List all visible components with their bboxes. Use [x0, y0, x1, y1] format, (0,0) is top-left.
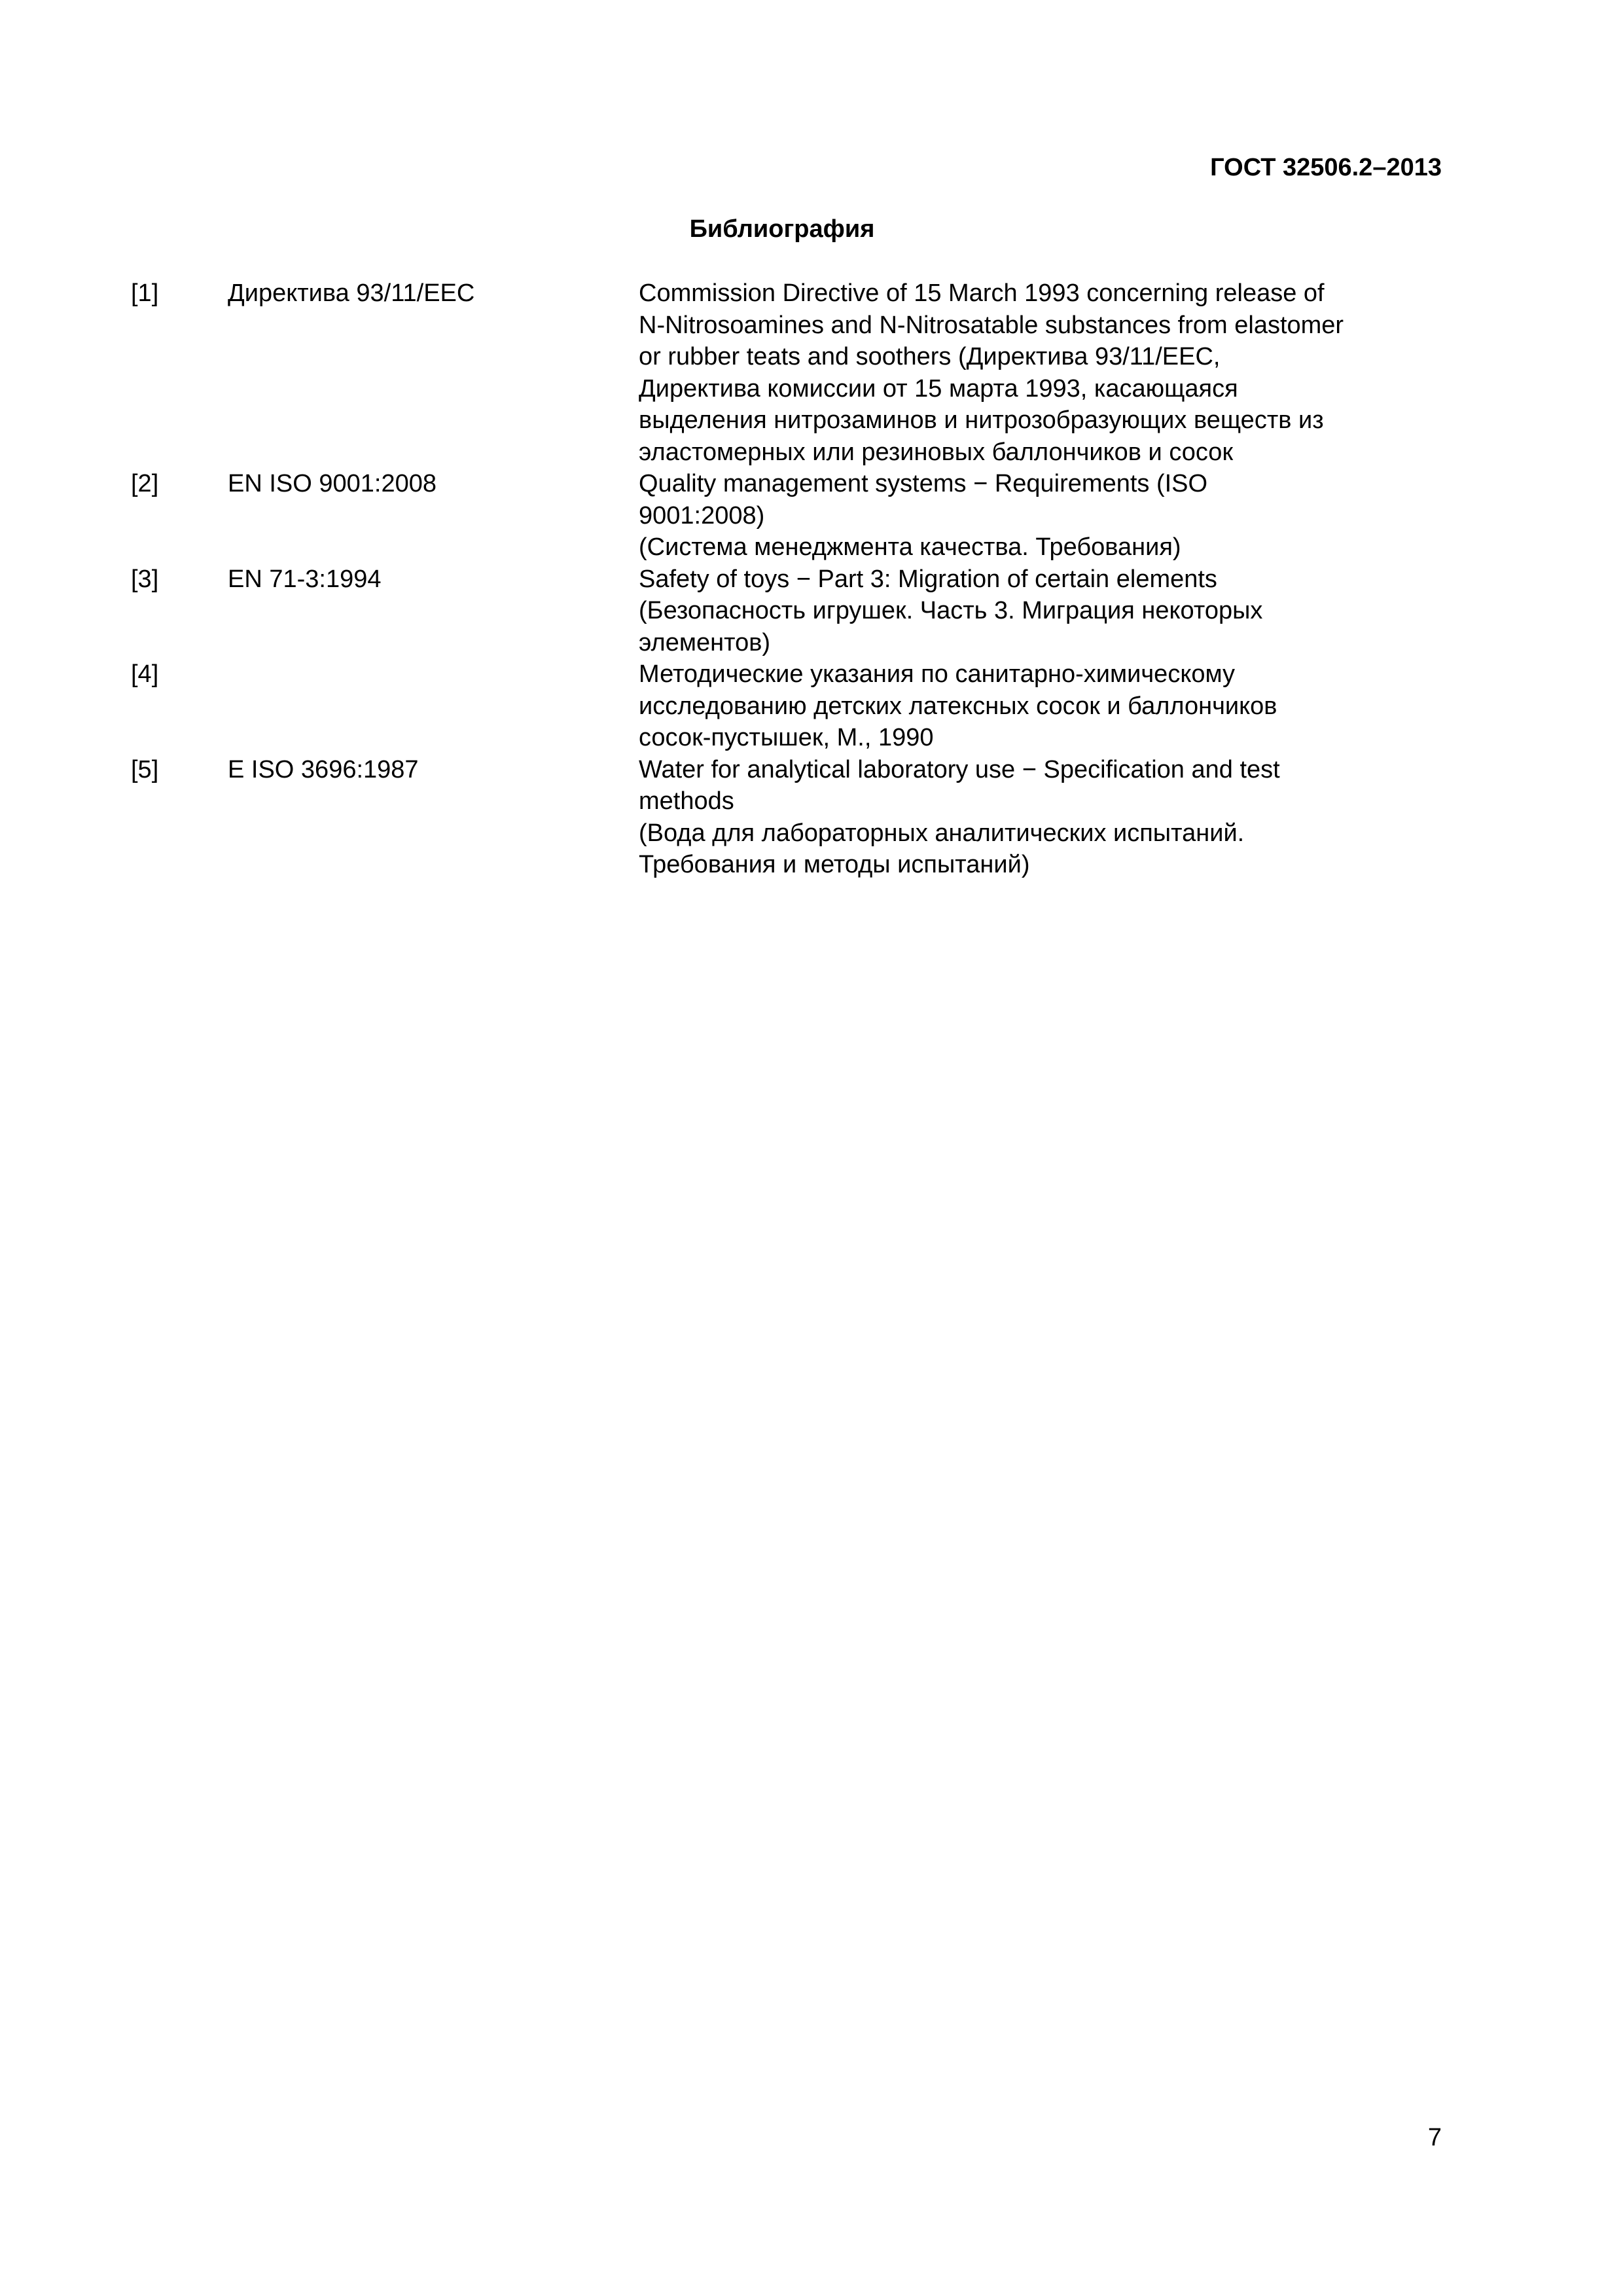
entry-number: [4] — [131, 660, 159, 688]
description-line: Методические указания по санитарно-химическому — [639, 660, 1236, 688]
bibliography-entry — [131, 658, 1440, 754]
description-line: (Вода для лабораторных аналитических испытаний. — [639, 819, 1245, 847]
entry-code: E ISO 3696:1987 — [228, 755, 419, 783]
bibliography-entry — [131, 278, 1440, 468]
entry-number: [2] — [131, 470, 159, 497]
description-line: Требования и методы испытаний) — [639, 851, 1030, 878]
bibliography-entry — [131, 754, 1440, 881]
entry-description — [639, 468, 1440, 564]
document-standard-number: ГОСТ 32506.2–2013 — [1210, 154, 1442, 181]
entry-code: EN ISO 9001:2008 — [228, 470, 437, 497]
description-line: Quality management systems − Requirements (ISO — [639, 470, 1208, 497]
description-line: Commission Directive of 15 March 1993 concerning release of — [639, 279, 1325, 307]
description-line: выделения нитрозаминов и нитрозобразующих веществ из — [639, 406, 1324, 434]
bibliography-entry — [131, 468, 1440, 564]
page-title: Библиография — [689, 215, 875, 243]
bibliography-list — [131, 278, 1440, 881]
description-line: Директива комиссии от 15 марта 1993, касающаяся — [639, 374, 1238, 403]
entry-description — [639, 658, 1440, 754]
entry-number: [5] — [131, 755, 159, 783]
description-line: or rubber teats and soothers (Директива 93/11/ЕЕС, — [639, 343, 1221, 370]
entry-number: [1] — [131, 279, 159, 307]
description-line: Safety of toys − Part 3: Migration of certain elements — [639, 565, 1217, 593]
entry-code: EN 71-3:1994 — [228, 565, 382, 593]
bibliography-entry — [131, 564, 1440, 659]
entry-description — [639, 754, 1440, 881]
description-line: исследованию детских латексных сосок и баллончиков — [639, 692, 1277, 720]
description-line: 9001:2008) — [639, 501, 765, 529]
description-line: methods — [639, 787, 734, 815]
description-line: (Система менеджмента качества. Требования) — [639, 533, 1181, 561]
description-line: (Безопасность игрушек. Часть 3. Миграция некоторых — [639, 597, 1263, 624]
page-number: 7 — [1427, 2124, 1442, 2151]
description-line: N-Nitrosoamines and N-Nitrosatable substances from elastomer — [639, 311, 1344, 339]
entry-description — [639, 564, 1440, 659]
description-line: сосок-пустышек, М., 1990 — [639, 724, 934, 751]
entry-description — [639, 278, 1440, 468]
description-line: элементов) — [639, 628, 771, 656]
entry-number: [3] — [131, 565, 159, 593]
description-line: Water for analytical laboratory use − Specification and test — [639, 755, 1280, 783]
entry-code: Директива 93/11/EEC — [228, 279, 475, 307]
description-line: эластомерных или резиновых баллончиков и сосок — [639, 438, 1234, 466]
